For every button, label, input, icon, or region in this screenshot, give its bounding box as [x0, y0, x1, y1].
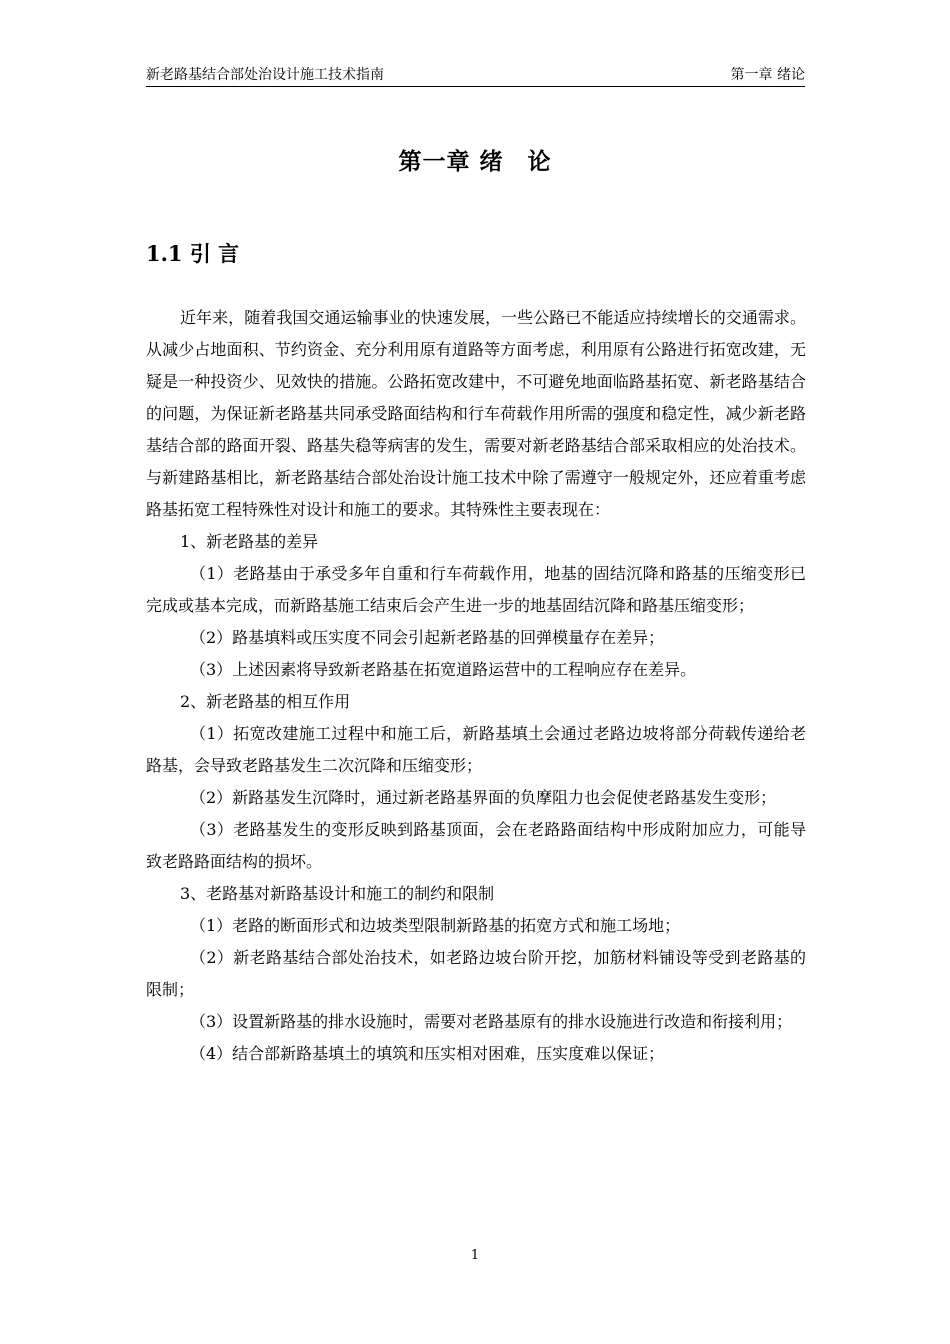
intro-paragraph: 近年来，随着我国交通运输事业的快速发展，一些公路已不能适应持续增长的交通需求。从减少占地面积、节约资金、充分利用原有道路等方面考虑，利用原有公路进行拓宽改建，无疑是一种投资少、见效快的措施。公路拓宽改建中，不可避免地面临路基拓宽、新老路基结合的问题，为保证新老路基共同承受路面结构和行车荷载作用所需的强度和稳定性，减少新老路基结合部的路面开裂、路基失稳等病害的发生，需要对新老路基结合部采取相应的处治技术。与新建路基相比，新老路基结合部处治设计施工技术中除了需遵守一般规定外，还应着重考虑路基拓宽工程特殊性对设计和施工的要求。其特殊性主要表现在： — [146, 308, 806, 519]
header-chapter-label: 第一章 绪论 — [730, 67, 805, 83]
list-item: （1）老路的断面形式和边坡类型限制新路基的拓宽方式和施工场地； — [190, 916, 681, 935]
list-item: （1）拓宽改建施工过程中和施工后，新路基填土会通过老路边坡将部分荷载传递给老路基，会导致老路基发生二次沉降和压缩变形； — [146, 724, 806, 775]
list-heading-2: 2、新老路基的相互作用 — [180, 692, 351, 711]
list-item: （3）上述因素将导致新老路基在拓宽道路运营中的工程响应存在差异。 — [190, 660, 697, 679]
body-content — [146, 302, 806, 1070]
list-item: （2）路基填料或压实度不同会引起新老路基的回弹模量存在差异； — [190, 628, 665, 647]
list-item: （2）新老路基结合部处治技术，如老路边坡台阶开挖，加筋材料铺设等受到老路基的限制； — [146, 948, 806, 999]
list-item: （3）老路基发生的变形反映到路基顶面，会在老路路面结构中形成附加应力，可能导致老路路面结构的损坏。 — [146, 820, 806, 871]
page-header — [146, 66, 805, 87]
list-item: （4）结合部新路基填土的填筑和压实相对困难，压实度难以保证； — [190, 1044, 665, 1063]
list-item: （1）老路基由于承受多年自重和行车荷载作用，地基的固结沉降和路基的压缩变形已完成或基本完成，而新路基施工结束后会产生进一步的地基固结沉降和路基压缩变形； — [146, 564, 806, 615]
header-document-title: 新老路基结合部处治设计施工技术指南 — [146, 67, 384, 83]
page-number: 1 — [470, 1248, 480, 1263]
chapter-title: 第一章 绪 论 — [398, 148, 552, 175]
section-title: 1.1 引 言 — [146, 241, 240, 266]
list-item: （3）设置新路基的排水设施时，需要对老路基原有的排水设施进行改造和衔接利用； — [190, 1012, 793, 1031]
list-heading-1: 1、新老路基的差异 — [180, 532, 319, 551]
list-item: （2）新路基发生沉降时，通过新老路基界面的负摩阻力也会促使老路基发生变形； — [190, 788, 777, 807]
list-heading-3: 3、老路基对新路基设计和施工的制约和限制 — [180, 884, 495, 903]
